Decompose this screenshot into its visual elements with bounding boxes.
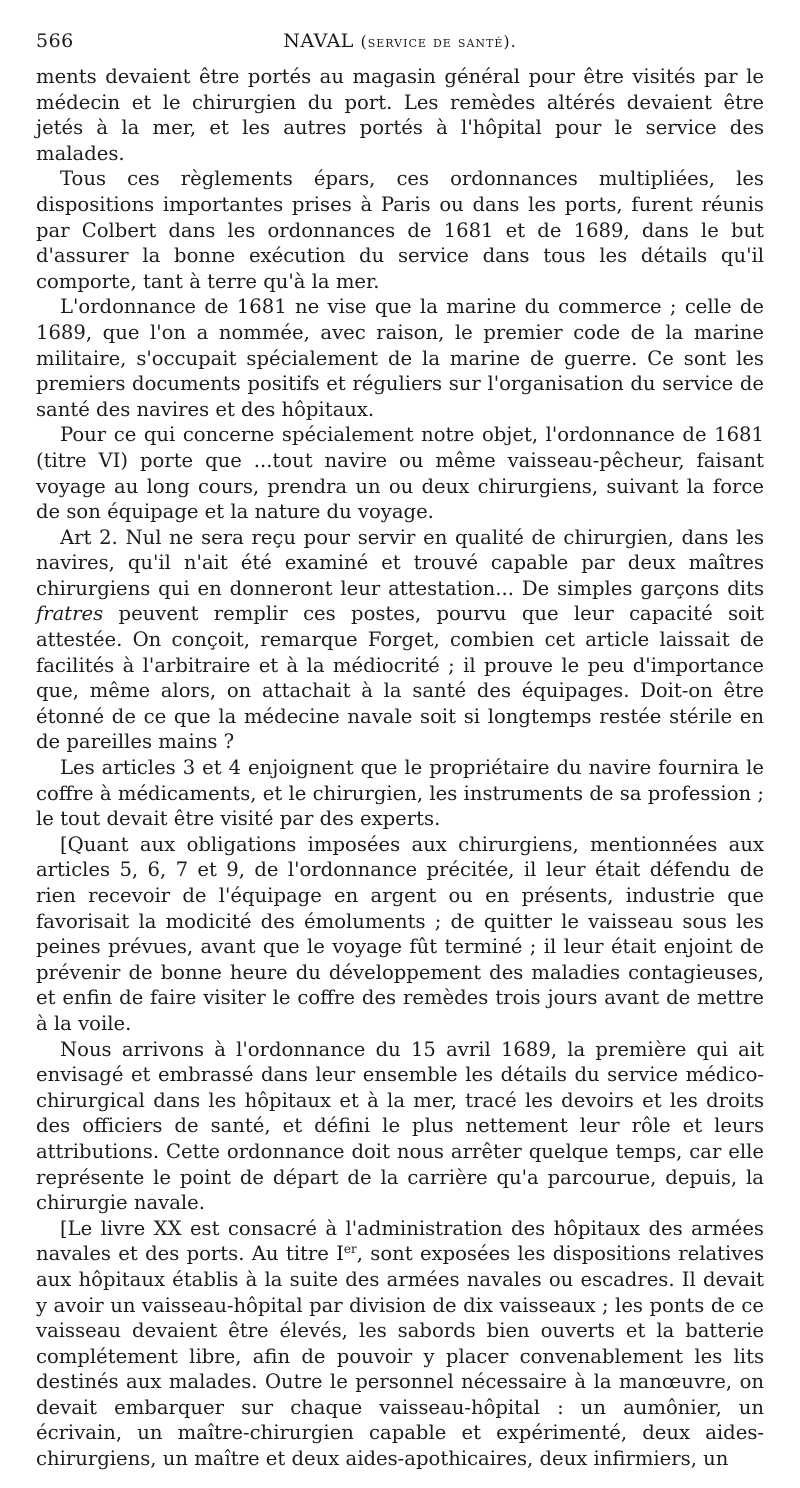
page-number: 566 <box>36 30 74 52</box>
paragraph: [Quant aux obligations imposées aux chirurgiens, mentionnées aux articles 5, 6, 7 et 9, de l'ordonnance précitée, il leur était défendu de rien recevoir de l'équipage en argent ou en présents, industrie que favorisait la modicité des émoluments ; de quitter le vaisseau sous les peines prévues, avant que le voyage fût terminé ; il leur était enjoint de prévenir de bonne heure du développement des maladies contagieuses, et enfin de faire visiter le coffre des remèdes trois jours avant de mettre à la voile. <box>36 832 764 1035</box>
paragraph: Les articles 3 et 4 enjoignent que le propriétaire du navire fournira le coffre à médicaments, et le chirurgien, les instruments de sa profession ; le tout devait être visité par des experts. <box>36 756 764 831</box>
running-title-sub: (service de santé). <box>360 32 517 51</box>
text-run: peuvent remplir ces postes, pourvu que leur capacité soit attestée. On conçoit, remarque Forget, combien cet article laissait de facilités à l'arbitraire et à la médiocrité ; il prouve le peu d'importance que, même alors, on attachait à la santé des équipages. Doit-on être étonné de ce que la médecine navale soit si longtemps restée stérile en de pareilles mains ? <box>36 602 764 754</box>
running-head <box>36 30 764 60</box>
body-text <box>36 64 764 1472</box>
paragraph: Tous ces règlements épars, ces ordonnances multipliées, les dispositions importantes prises à Paris ou dans les ports, furent réunis par Colbert dans les ordonnances de 1681 et de 1689, dans le but d'assurer la bonne exécution du service dans tous les détails qu'il comporte, tant à terre qu'à la mer. <box>36 167 764 293</box>
paragraph: Nous arrivons à l'ordonnance du 15 avril 1689, la première qui ait envisagé et embrassé dans leur ensemble les détails du service médico-chirurgical dans les hôpitaux et à la mer, tracé les devoirs et les droits des officiers de santé, et défini le plus nettement leur rôle et leurs attributions. Cette ordonnance doit nous arrêter quelque temps, car elle représente le point de départ de la carrière qu'a parcourue, depuis, la chirurgie navale. <box>36 1037 764 1215</box>
running-title-main: NAVAL <box>283 30 354 52</box>
paragraph: Pour ce qui concerne spécialement notre objet, l'ordonnance de 1681 (titre VI) porte que ...tout navire ou même vaisseau-pêcheur, faisant voyage au long cours, prendra un ou deux chirurgiens, suivant la force de son équipage et la nature du voyage. <box>36 423 764 524</box>
text-run: [Le livre XX est consacré à l'administration des hôpitaux des armées navales et des ports. Au titre I <box>36 1216 764 1266</box>
paragraph-with-superscript <box>36 1216 764 1472</box>
running-title <box>36 30 764 52</box>
paragraph: L'ordonnance de 1681 ne vise que la marine du commerce ; celle de 1689, que l'on a nommée, avec raison, le premier code de la marine militaire, s'occupait spécialement de la marine de guerre. Ce sont les premiers documents positifs et réguliers sur l'organisation du service de santé des navires et des hôpitaux. <box>36 295 764 421</box>
text-run: Art 2. Nul ne sera reçu pour servir en qualité de chirurgien, dans les navires, qu'il n'ait été examiné et trouvé capable par deux maîtres chirurgiens qui en donneront leur attestation... De simples garçons dits <box>36 525 764 600</box>
book-page <box>36 30 764 1471</box>
paragraph-with-emphasis <box>36 525 764 755</box>
emphasized-term: fratres <box>36 602 104 626</box>
text-run: , sont exposées les dispositions relatives aux hôpitaux établis à la suite des armées navales ou escadres. Il devait y avoir un vaisseau-hôpital par division de dix vaisseaux ; les ponts de ce vaisseau devaient être élevés, les sabords bien ouverts et la batterie complétement libre, afin de pouvoir y placer convenablement les lits destinés aux malades. Outre le personnel nécessaire à la manœuvre, on devait embarquer sur chaque vaisseau-hôpital : un aumônier, un écrivain, un maître-chirurgien capable et expérimenté, deux aides-chirurgiens, un maître et deux aides-apothicaires, deux infirmiers, un <box>36 1242 764 1471</box>
paragraph-continued: ments devaient être portés au magasin général pour être visités par le médecin et le chirurgien du port. Les remèdes altérés devaient être jetés à la mer, et les autres portés à l'hôpital pour le service des malades. <box>36 65 764 165</box>
superscript: er <box>343 1242 357 1257</box>
